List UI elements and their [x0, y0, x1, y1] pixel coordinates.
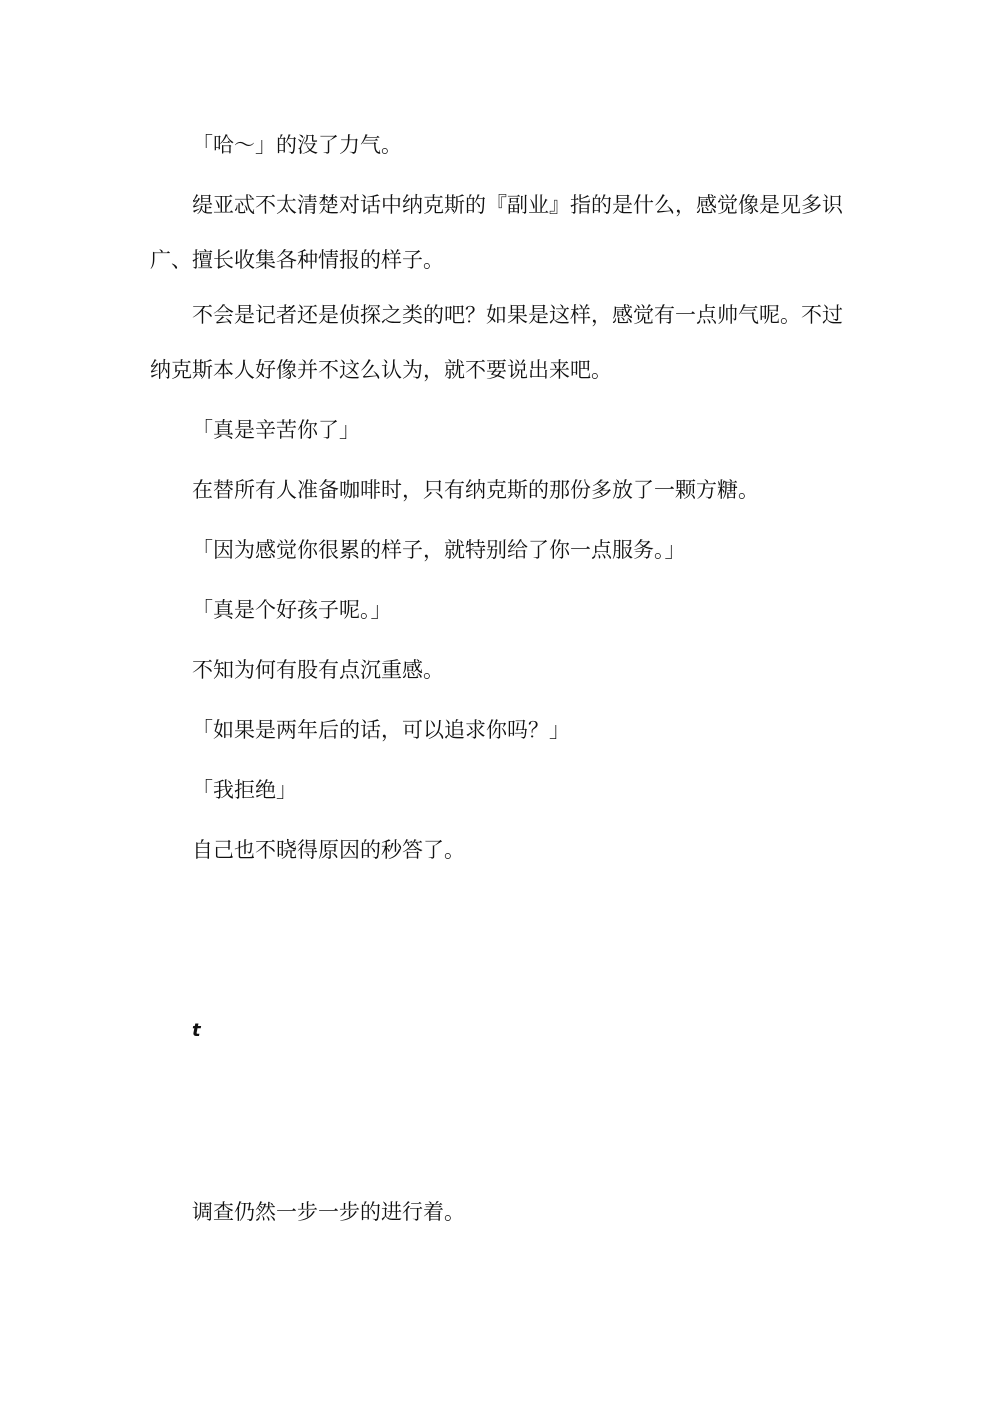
section-marker: t: [192, 1020, 201, 1041]
paragraph: 「因为感觉你很累的样子，就特别给了你一点服务。」: [192, 538, 686, 562]
paragraph: 不会是记者还是侦探之类的吧？如果是这样，感觉有一点帅气呢。不过纳克斯本人好像并不这么认为，就不要说出来吧。: [150, 303, 843, 382]
paragraph: 自己也不晓得原因的秒答了。: [192, 838, 465, 862]
paragraph: 「真是个好孩子呢。」: [192, 598, 392, 622]
paragraph: 「我拒绝」: [192, 778, 297, 802]
paragraph: 调查仍然一步一步的进行着。: [192, 1200, 465, 1224]
paragraph: 「真是辛苦你了」: [192, 418, 360, 442]
paragraph: 「如果是两年后的话，可以追求你吗？」: [192, 718, 570, 742]
paragraph: 「哈～」的没了力气。: [192, 133, 402, 157]
paragraph: 缇亚忒不太清楚对话中纳克斯的『副业』指的是什么，感觉像是见多识广、擅长收集各种情报的样子。: [150, 193, 843, 272]
paragraph: 在替所有人准备咖啡时，只有纳克斯的那份多放了一颗方糖。: [192, 478, 759, 502]
paragraph: 不知为何有股有点沉重感。: [192, 658, 444, 682]
